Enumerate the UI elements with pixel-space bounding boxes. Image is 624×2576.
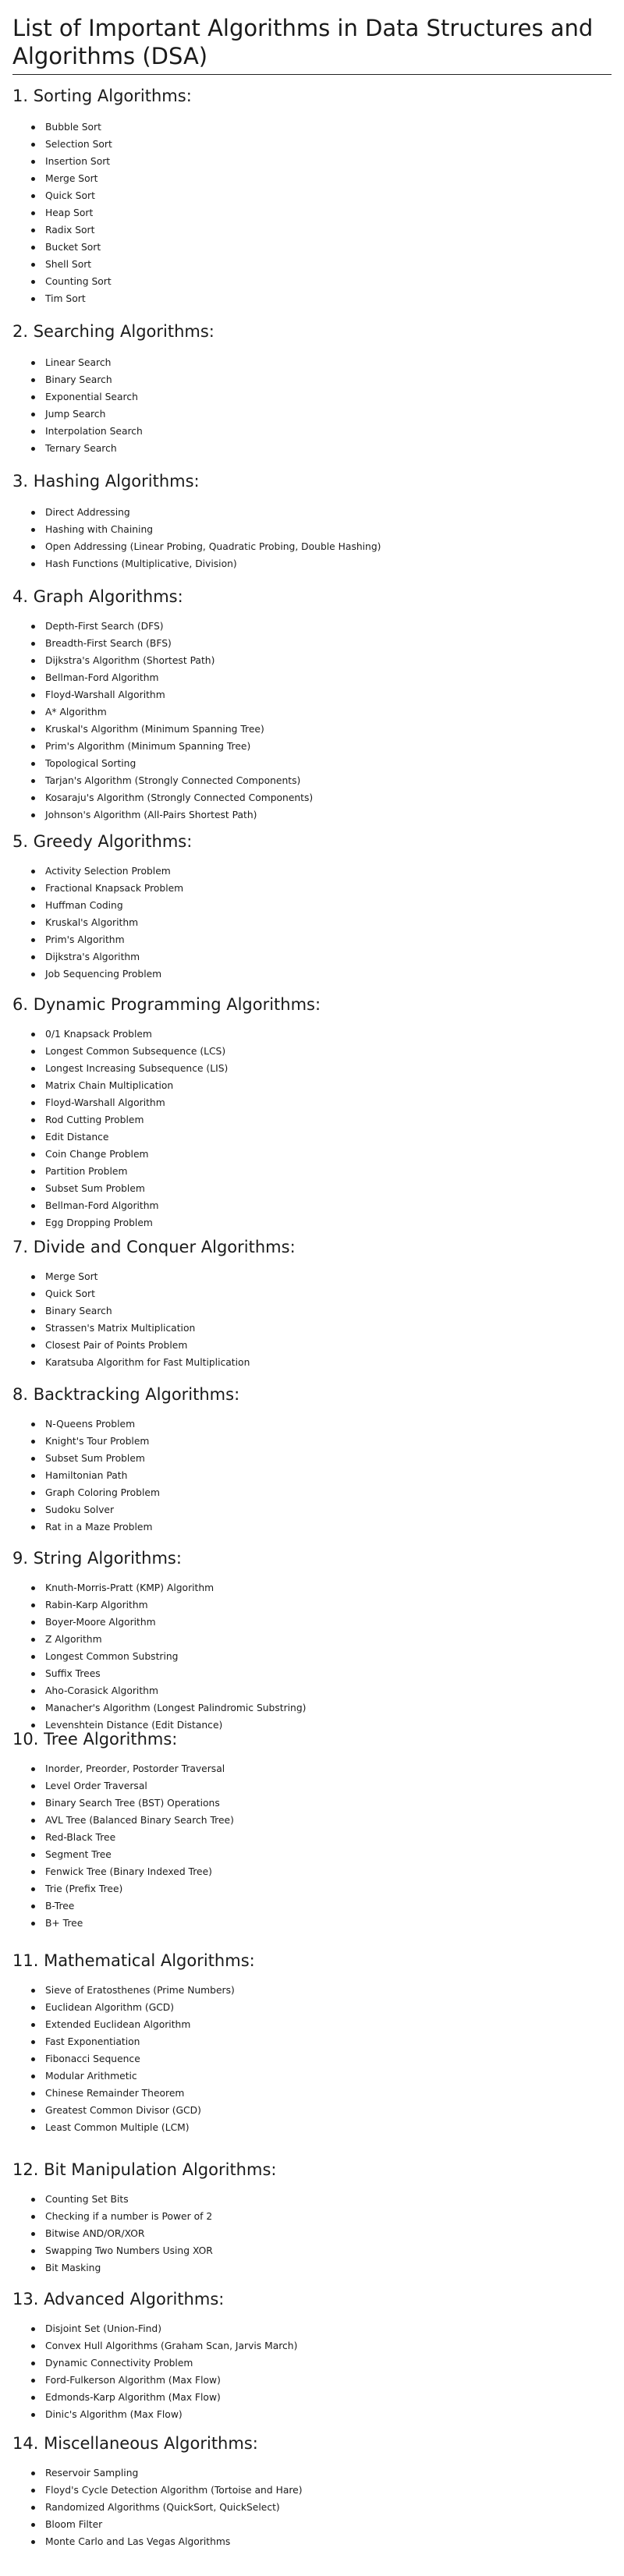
- section: [12, 831, 612, 983]
- list-item: Greatest Common Divisor (GCD): [45, 2102, 612, 2119]
- list-item: Sieve of Eratosthenes (Prime Numbers): [45, 1982, 612, 1999]
- list-item: Kosaraju's Algorithm (Strongly Connected Components): [45, 789, 612, 806]
- section: [12, 994, 612, 1231]
- list-item: Longest Common Substring: [45, 1648, 612, 1665]
- list-item: Activity Selection Problem: [45, 863, 612, 880]
- list-item: Checking if a number is Power of 2: [45, 2208, 612, 2225]
- list-item: Interpolation Search: [45, 423, 612, 440]
- list-item: AVL Tree (Balanced Binary Search Tree): [45, 1812, 612, 1829]
- list-item: Level Order Traversal: [45, 1777, 612, 1795]
- list-item: Fibonacci Sequence: [45, 2050, 612, 2068]
- list-item: Quick Sort: [45, 187, 612, 204]
- list-item: Monte Carlo and Las Vegas Algorithms: [45, 2533, 612, 2550]
- list-item: Graph Coloring Problem: [45, 1484, 612, 1501]
- list-item: Egg Dropping Problem: [45, 1214, 612, 1231]
- list-item: Fast Exponentiation: [45, 2033, 612, 2050]
- list-item: Shell Sort: [45, 256, 612, 273]
- list-item: Hash Functions (Multiplicative, Division): [45, 555, 612, 572]
- list-item: Radix Sort: [45, 221, 612, 239]
- section-heading: 1. Sorting Algorithms:: [12, 87, 192, 105]
- section-heading: 10. Tree Algorithms:: [12, 1730, 178, 1749]
- list-item: Coin Change Problem: [45, 1146, 612, 1163]
- section-list: [12, 2464, 612, 2550]
- list-item: Boyer-Moore Algorithm: [45, 1614, 612, 1631]
- list-item: Floyd-Warshall Algorithm: [45, 686, 612, 703]
- list-item: Subset Sum Problem: [45, 1180, 612, 1197]
- list-item: Aho-Corasick Algorithm: [45, 1682, 612, 1699]
- list-item: 0/1 Knapsack Problem: [45, 1026, 612, 1043]
- section: [12, 586, 612, 824]
- page-title: List of Important Algorithms in Data Structures and Algorithms (DSA): [12, 14, 612, 75]
- list-item: Floyd-Warshall Algorithm: [45, 1094, 612, 1111]
- list-item: Breadth-First Search (BFS): [45, 635, 612, 652]
- list-item: Karatsuba Algorithm for Fast Multiplication: [45, 1354, 612, 1371]
- list-item: Ternary Search: [45, 440, 612, 457]
- list-item: Fenwick Tree (Binary Indexed Tree): [45, 1863, 612, 1880]
- section-list: [12, 504, 612, 572]
- list-item: Trie (Prefix Tree): [45, 1880, 612, 1897]
- list-item: Binary Search: [45, 1302, 612, 1320]
- list-item: Longest Increasing Subsequence (LIS): [45, 1060, 612, 1077]
- list-item: Dinic's Algorithm (Max Flow): [45, 2406, 612, 2423]
- section-list: [12, 354, 612, 457]
- section-heading: 12. Bit Manipulation Algorithms:: [12, 2160, 277, 2179]
- list-item: Job Sequencing Problem: [45, 966, 612, 983]
- list-item: Depth-First Search (DFS): [45, 618, 612, 635]
- list-item: Kruskal's Algorithm (Minimum Spanning Tree): [45, 721, 612, 738]
- list-item: Convex Hull Algorithms (Graham Scan, Jarvis March): [45, 2337, 612, 2355]
- section-list: [12, 1982, 612, 2136]
- list-item: Insertion Sort: [45, 153, 612, 170]
- section-list: [12, 1579, 612, 1734]
- list-item: Rat in a Maze Problem: [45, 1518, 612, 1536]
- section-list: [12, 119, 612, 307]
- list-item: Open Addressing (Linear Probing, Quadratic Probing, Double Hashing): [45, 538, 612, 555]
- section-heading: 8. Backtracking Algorithms:: [12, 1385, 240, 1404]
- list-item: Hamiltonian Path: [45, 1467, 612, 1484]
- section-heading: 5. Greedy Algorithms:: [12, 832, 193, 851]
- list-item: Red-Black Tree: [45, 1829, 612, 1846]
- list-item: Least Common Multiple (LCM): [45, 2119, 612, 2136]
- list-item: Binary Search Tree (BST) Operations: [45, 1795, 612, 1812]
- section-list: [12, 1416, 612, 1536]
- list-item: Levenshtein Distance (Edit Distance): [45, 1717, 612, 1734]
- list-item: B+ Tree: [45, 1915, 612, 1932]
- section: [12, 321, 612, 457]
- list-item: Huffman Coding: [45, 897, 612, 914]
- section: [12, 1384, 612, 1536]
- section: [12, 1237, 612, 1371]
- list-item: Swapping Two Numbers Using XOR: [45, 2242, 612, 2259]
- list-item: Knuth-Morris-Pratt (KMP) Algorithm: [45, 1579, 612, 1596]
- section-list: [12, 2320, 612, 2423]
- list-item: Randomized Algorithms (QuickSort, QuickSelect): [45, 2499, 612, 2516]
- section: [12, 2160, 612, 2277]
- section-heading: 6. Dynamic Programming Algorithms:: [12, 995, 321, 1014]
- list-item: Longest Common Subsequence (LCS): [45, 1043, 612, 1060]
- list-item: Exponential Search: [45, 388, 612, 406]
- list-item: Merge Sort: [45, 170, 612, 187]
- list-item: Dynamic Connectivity Problem: [45, 2355, 612, 2372]
- list-item: Dijkstra's Algorithm: [45, 948, 612, 966]
- list-item: Bellman-Ford Algorithm: [45, 1197, 612, 1214]
- list-item: Counting Sort: [45, 273, 612, 290]
- list-item: Strassen's Matrix Multiplication: [45, 1320, 612, 1337]
- section-list: [12, 1026, 612, 1231]
- list-item: Johnson's Algorithm (All-Pairs Shortest Path): [45, 806, 612, 824]
- list-item: Linear Search: [45, 354, 612, 371]
- list-item: Prim's Algorithm: [45, 931, 612, 948]
- list-item: Segment Tree: [45, 1846, 612, 1863]
- list-item: Inorder, Preorder, Postorder Traversal: [45, 1760, 612, 1777]
- list-item: Merge Sort: [45, 1268, 612, 1285]
- list-item: Kruskal's Algorithm: [45, 914, 612, 931]
- list-item: Bloom Filter: [45, 2516, 612, 2533]
- list-item: Manacher's Algorithm (Longest Palindromic Substring): [45, 1699, 612, 1717]
- list-item: Rod Cutting Problem: [45, 1111, 612, 1129]
- section: [12, 1548, 612, 1734]
- list-item: B-Tree: [45, 1897, 612, 1915]
- list-item: Heap Sort: [45, 204, 612, 221]
- list-item: A* Algorithm: [45, 703, 612, 721]
- section-list: [12, 1268, 612, 1371]
- list-item: N-Queens Problem: [45, 1416, 612, 1433]
- list-item: Matrix Chain Multiplication: [45, 1077, 612, 1094]
- list-item: Hashing with Chaining: [45, 521, 612, 538]
- section-list: [12, 2191, 612, 2277]
- section: [12, 2289, 612, 2423]
- section-list: [12, 618, 612, 824]
- section-heading: 4. Graph Algorithms:: [12, 587, 183, 606]
- list-item: Counting Set Bits: [45, 2191, 612, 2208]
- list-item: Chinese Remainder Theorem: [45, 2085, 612, 2102]
- list-item: Subset Sum Problem: [45, 1450, 612, 1467]
- list-item: Jump Search: [45, 406, 612, 423]
- section-heading: 11. Mathematical Algorithms:: [12, 1951, 255, 1970]
- section-heading: 2. Searching Algorithms:: [12, 322, 214, 341]
- list-item: Knight's Tour Problem: [45, 1433, 612, 1450]
- list-item: Modular Arithmetic: [45, 2068, 612, 2085]
- section-heading: 3. Hashing Algorithms:: [12, 472, 200, 491]
- list-item: Direct Addressing: [45, 504, 612, 521]
- section: [12, 86, 612, 307]
- section: [12, 471, 612, 572]
- list-item: Dijkstra's Algorithm (Shortest Path): [45, 652, 612, 669]
- list-item: Ford-Fulkerson Algorithm (Max Flow): [45, 2372, 612, 2389]
- section: [12, 2433, 612, 2550]
- list-item: Floyd's Cycle Detection Algorithm (Tortoise and Hare): [45, 2482, 612, 2499]
- list-item: Selection Sort: [45, 136, 612, 153]
- list-item: Fractional Knapsack Problem: [45, 880, 612, 897]
- section: [12, 1729, 612, 1932]
- list-item: Partition Problem: [45, 1163, 612, 1180]
- list-item: Tim Sort: [45, 290, 612, 307]
- list-item: Binary Search: [45, 371, 612, 388]
- section: [12, 1951, 612, 2136]
- section-heading: 14. Miscellaneous Algorithms:: [12, 2434, 258, 2453]
- list-item: Bubble Sort: [45, 119, 612, 136]
- list-item: Tarjan's Algorithm (Strongly Connected Components): [45, 772, 612, 789]
- list-item: Extended Euclidean Algorithm: [45, 2016, 612, 2033]
- list-item: Closest Pair of Points Problem: [45, 1337, 612, 1354]
- list-item: Edit Distance: [45, 1129, 612, 1146]
- list-item: Prim's Algorithm (Minimum Spanning Tree): [45, 738, 612, 755]
- list-item: Bit Masking: [45, 2259, 612, 2277]
- section-heading: 13. Advanced Algorithms:: [12, 2290, 225, 2308]
- list-item: Euclidean Algorithm (GCD): [45, 1999, 612, 2016]
- list-item: Reservoir Sampling: [45, 2464, 612, 2482]
- list-item: Bucket Sort: [45, 239, 612, 256]
- list-item: Topological Sorting: [45, 755, 612, 772]
- list-item: Quick Sort: [45, 1285, 612, 1302]
- list-item: Z Algorithm: [45, 1631, 612, 1648]
- list-item: Rabin-Karp Algorithm: [45, 1596, 612, 1614]
- list-item: Disjoint Set (Union-Find): [45, 2320, 612, 2337]
- list-item: Bitwise AND/OR/XOR: [45, 2225, 612, 2242]
- list-item: Edmonds-Karp Algorithm (Max Flow): [45, 2389, 612, 2406]
- list-item: Sudoku Solver: [45, 1501, 612, 1518]
- section-heading: 9. String Algorithms:: [12, 1549, 182, 1568]
- section-list: [12, 863, 612, 983]
- section-heading: 7. Divide and Conquer Algorithms:: [12, 1238, 296, 1256]
- list-item: Bellman-Ford Algorithm: [45, 669, 612, 686]
- section-list: [12, 1760, 612, 1932]
- list-item: Suffix Trees: [45, 1665, 612, 1682]
